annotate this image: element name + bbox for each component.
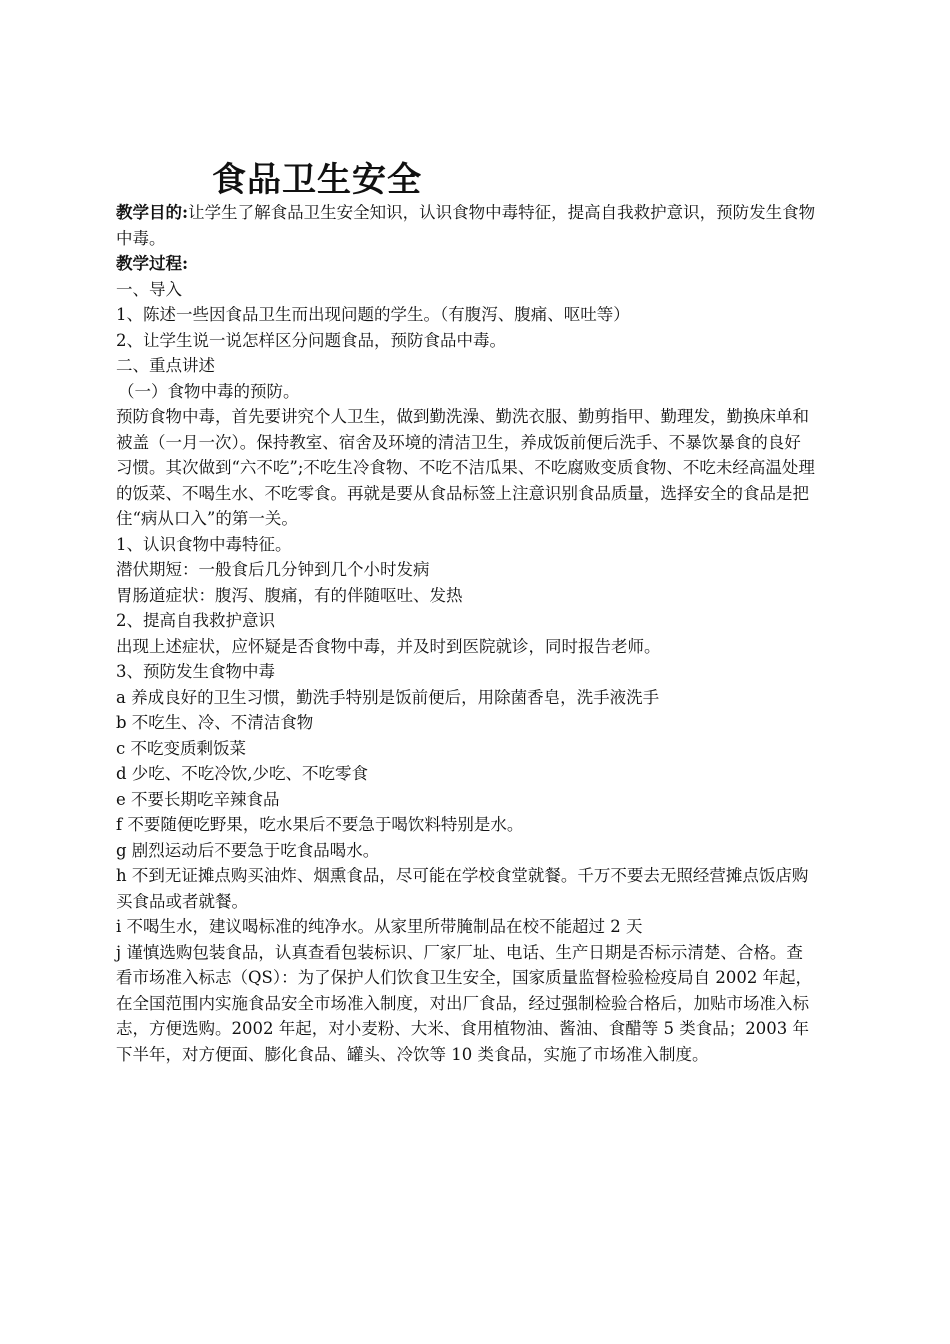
section-key-points-heading: 二、重点讲述 — [116, 356, 215, 375]
incubation-text: 潜伏期短：一般食后几分钟到几个小时发病 — [116, 560, 430, 579]
list-item: c 不吃变质剩饭菜 — [116, 738, 246, 758]
gi-symptoms-text: 胃肠道症状：腹泻、腹痛，有的伴随呕吐、发热 — [116, 585, 463, 605]
list-item: e 不要长期吃辛辣食品 — [116, 789, 280, 809]
process-label: 教学过程: — [116, 254, 189, 273]
self-rescue-text: 出现上述症状，应怀疑是否食物中毒，并及时到医院就诊，同时报告老师。 — [116, 636, 661, 656]
list-item: a 养成良好的卫生习惯，勤洗手特别是饭前便后，用除菌香皂，洗手液洗手 — [116, 687, 660, 707]
list-item: h 不到无证摊点购买油炸、烟熏食品，尽可能在学校食堂就餐。千万不要去无照经营摊点饭店购买食品或者就餐。 — [116, 866, 809, 911]
intro-item-1: 1、陈述一些因食品卫生而出现问题的学生。（有腹泻、腹痛、呕吐等） — [116, 305, 630, 324]
point-1-heading: 1、认识食物中毒特征。 — [116, 534, 292, 554]
list-item: j 谨慎选购包装食品，认真查看包装标识、厂家厂址、电话、生产日期是否标示清楚、合格。查看市场准入标志（QS）：为了保护人们饮食卫生安全，国家质量监督检验检疫局自 2002 年起，在全国范围内实施食品安全市场准入制度，对出厂食品，经过强制检验合格后，加贴市场准入标志，方便选购。2002 年起，对小麦粉、大米、食用植物油、酱油、食醋等 5 类食品；2003 年下半年，对方便面、膨化食品、罐头、冷饮等 10 类食品，实施了市场准入制度。 — [116, 942, 813, 1064]
list-item: b 不吃生、冷、不清洁食物 — [116, 713, 314, 732]
point-2-heading: 2、提高自我救护意识 — [116, 611, 275, 630]
document-title: 食品卫生安全 — [212, 160, 422, 200]
subsection-prevention-heading: （一）食物中毒的预防。 — [118, 381, 300, 401]
list-item: d 少吃、不吃冷饮,少吃、不吃零食 — [116, 764, 369, 783]
list-item: g 剧烈运动后不要急于吃食品喝水。 — [116, 840, 380, 860]
objective-paragraph — [116, 200, 816, 251]
objective-label: 教学目的: — [116, 203, 189, 222]
intro-item-2: 2、让学生说一说怎样区分问题食品，预防食品中毒。 — [116, 330, 506, 350]
document-body — [116, 200, 816, 1067]
prevention-paragraph: 预防食物中毒，首先要讲究个人卫生，做到勤洗澡、勤洗衣服、勤剪指甲、勤理发，勤换床单和被盖（一月一次）。保持教室、宿舍及环境的清洁卫生，养成饭前便后洗手、不暴饮暴食的良好习惯。其次做到“六不吃”;不吃生冷食物、不吃不洁瓜果、不吃腐败变质食物、不吃未经高温处理的饭菜、不喝生水、不吃零食。再就是要从食品标签上注意识别食品质量，选择安全的食品是把住“病从口入”的第一关。 — [116, 407, 815, 528]
section-intro-heading: 一、导入 — [116, 279, 182, 299]
list-item: i 不喝生水，建议喝标准的纯净水。从家里所带腌制品在校不能超过 2 天 — [116, 917, 643, 936]
objective-text: 让学生了解食品卫生安全知识，认识食物中毒特征，提高自我救护意识，预防发生食物中毒。 — [116, 203, 816, 248]
point-3-heading: 3、预防发生食物中毒 — [116, 662, 275, 681]
list-item: f 不要随便吃野果，吃水果后不要急于喝饮料特别是水。 — [116, 815, 524, 834]
